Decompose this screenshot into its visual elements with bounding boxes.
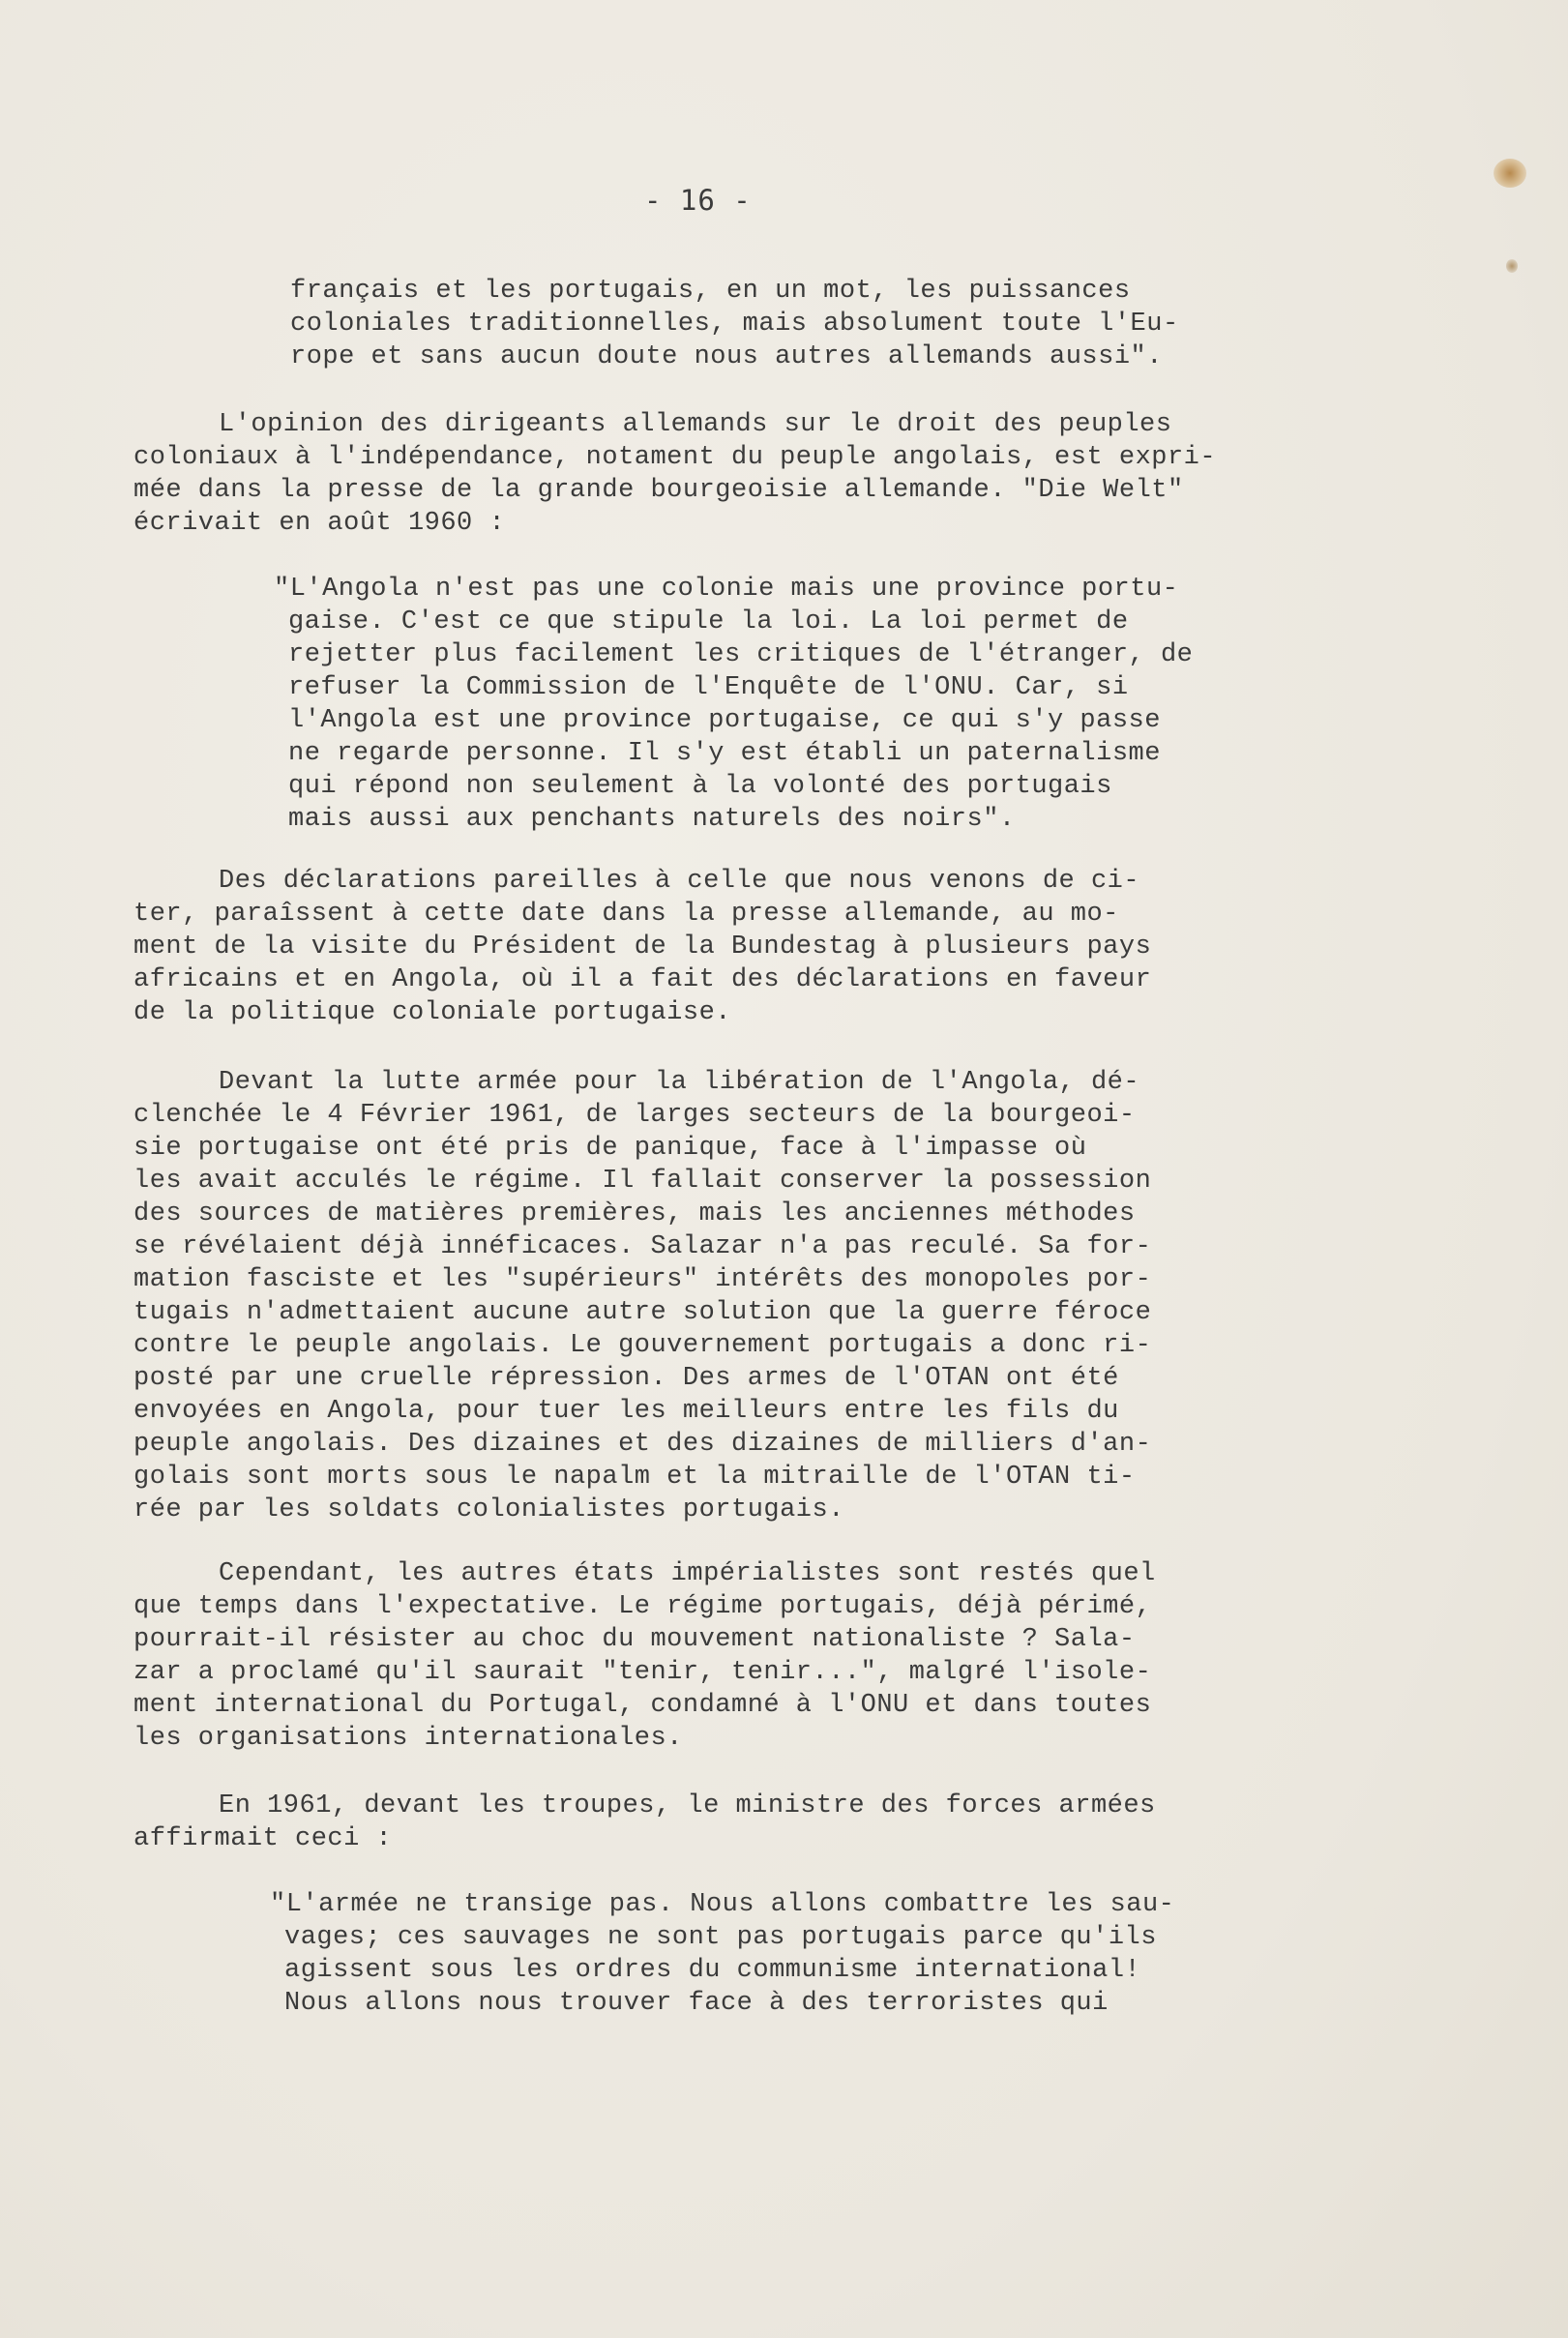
text-line: des sources de matières premières, mais les anciennes méthodes [133, 1199, 1136, 1228]
page-number: - 16 - [644, 184, 752, 217]
text-line: zar a proclamé qu'il saurait "tenir, tenir...", malgré l'isole- [133, 1658, 1152, 1687]
text-line: peuple angolais. Des dizaines et des dizaines de milliers d'an- [133, 1430, 1152, 1459]
text-line: de la politique coloniale portugaise. [133, 998, 731, 1027]
text-line: Nous allons nous trouver face à des terroristes qui [284, 1989, 1109, 2018]
text-line: ment international du Portugal, condamné à l'ONU et dans toutes [133, 1691, 1152, 1720]
text-line: agissent sous les ordres du communisme international! [284, 1956, 1141, 1985]
text-line: se révélaient déjà innéficaces. Salazar n'a pas reculé. Sa for- [133, 1232, 1152, 1261]
text-line: que temps dans l'expectative. Le régime portugais, déjà périmé, [133, 1592, 1152, 1621]
text-line: les organisations internationales. [133, 1724, 683, 1753]
text-line: mation fasciste et les "supérieurs" intérêts des monopoles por- [133, 1265, 1152, 1294]
text-line: vages; ces sauvages ne sont pas portugais parce qu'ils [284, 1923, 1157, 1952]
stain-mark [1494, 159, 1526, 188]
text-line: gaise. C'est ce que stipule la loi. La loi permet de [288, 607, 1129, 636]
text-line: mée dans la presse de la grande bourgeoisie allemande. "Die Welt" [133, 476, 1184, 505]
text-line: français et les portugais, en un mot, les puissances [290, 277, 1131, 306]
text-line: L'opinion des dirigeants allemands sur le droit des peuples [219, 410, 1172, 439]
text-line: rope et sans aucun doute nous autres allemands aussi". [290, 342, 1163, 371]
text-line: rée par les soldats colonialistes portugais. [133, 1495, 844, 1524]
text-line: écrivait en août 1960 : [133, 509, 506, 538]
stain-mark [1506, 259, 1518, 273]
text-line: rejetter plus facilement les critiques de l'étranger, de [288, 640, 1194, 669]
text-line: ment de la visite du Président de la Bundestag à plusieurs pays [133, 932, 1152, 962]
text-line: Cependant, les autres états impérialistes sont restés quel [219, 1559, 1156, 1588]
text-line: Des déclarations pareilles à celle que nous venons de ci- [219, 867, 1140, 896]
text-line: ter, paraîssent à cette date dans la presse allemande, au mo- [133, 900, 1119, 929]
text-line: mais aussi aux penchants naturels des noirs". [288, 805, 1016, 834]
text-line: "L'armée ne transige pas. Nous allons combattre les sau- [270, 1890, 1175, 1919]
text-line: "L'Angola n'est pas une colonie mais une province portu- [274, 575, 1179, 604]
text-line: contre le peuple angolais. Le gouvernement portugais a donc ri- [133, 1331, 1152, 1360]
text-line: refuser la Commission de l'Enquête de l'ONU. Car, si [288, 673, 1129, 702]
text-line: les avait acculés le régime. Il fallait conserver la possession [133, 1167, 1152, 1196]
text-line: coloniales traditionnelles, mais absolument toute l'Eu- [290, 310, 1179, 339]
text-line: tugais n'admettaient aucune autre solution que la guerre féroce [133, 1298, 1152, 1327]
text-line: pourrait-il résister au choc du mouvement nationaliste ? Sala- [133, 1625, 1136, 1654]
text-line: africains et en Angola, où il a fait des déclarations en faveur [133, 965, 1152, 994]
text-line: En 1961, devant les troupes, le ministre des forces armées [219, 1791, 1156, 1820]
text-line: golais sont morts sous le napalm et la mitraille de l'OTAN ti- [133, 1463, 1136, 1492]
text-line: affirmait ceci : [133, 1824, 393, 1853]
text-line: clenchée le 4 Février 1961, de larges secteurs de la bourgeoi- [133, 1101, 1136, 1130]
text-line: Devant la lutte armée pour la libération de l'Angola, dé- [219, 1068, 1140, 1097]
text-line: coloniaux à l'indépendance, notament du peuple angolais, est expri- [133, 443, 1217, 472]
text-line: qui répond non seulement à la volonté des portugais [288, 772, 1112, 801]
text-line: ne regarde personne. Il s'y est établi un paternalisme [288, 739, 1161, 768]
text-line: posté par une cruelle répression. Des armes de l'OTAN ont été [133, 1364, 1119, 1393]
text-line: l'Angola est une province portugaise, ce qui s'y passe [288, 706, 1161, 735]
text-line: envoyées en Angola, pour tuer les meilleurs entre les fils du [133, 1397, 1119, 1426]
text-line: sie portugaise ont été pris de panique, face à l'impasse où [133, 1134, 1087, 1163]
